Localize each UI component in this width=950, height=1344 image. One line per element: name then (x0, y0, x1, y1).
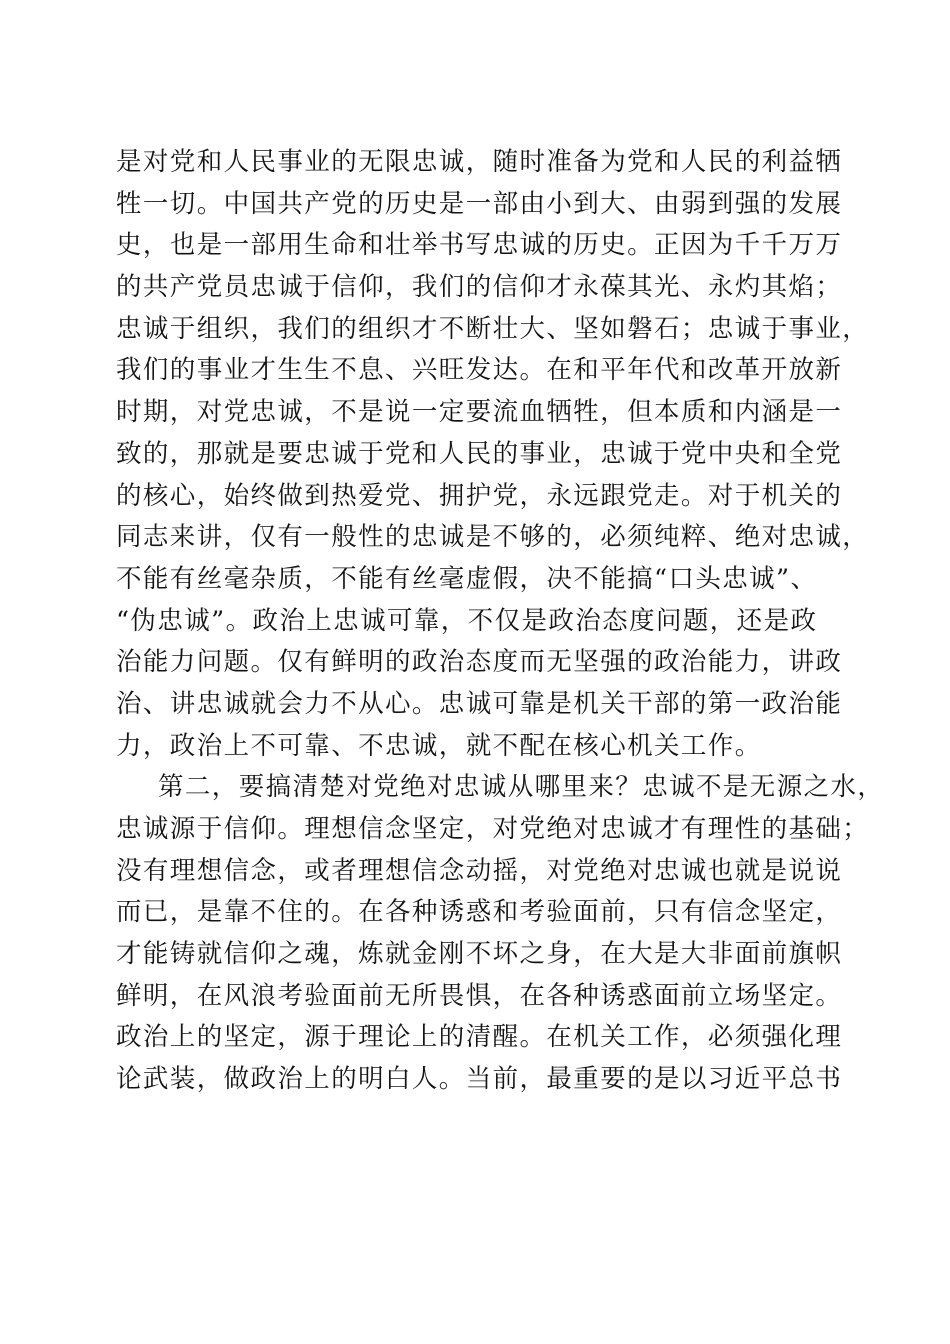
paragraph-line: 第二，要搞清楚对党绝对忠诚从哪里来？忠诚不是无源之水， (158, 772, 885, 803)
paragraph-line: 致的，那就是要忠诚于党和人民的事业，忠诚于党中央和全党 (116, 438, 843, 469)
paragraph-line: 同志来讲，仅有一般性的忠诚是不够的，必须纯粹、绝对忠诚， (116, 522, 870, 553)
paragraph-2 (116, 767, 885, 1101)
paragraph-line: 才能铸就信仰之魂，炼就金刚不坏之身，在大是大非面前旗帜 (116, 939, 843, 970)
paragraph-line: 治、讲忠诚就会力不从心。忠诚可靠是机关干部的第一政治能 (116, 688, 843, 719)
paragraph-line: 我们的事业才生生不息、兴旺发达。在和平年代和改革开放新 (116, 355, 843, 386)
paragraph-line: 政治上的坚定，源于理论上的清醒。在机关工作，必须强化理 (116, 1022, 843, 1053)
paragraph-line: 忠诚源于信仰。理想信念坚定，对党绝对忠诚才有理性的基础； (116, 814, 870, 844)
paragraph-line: 鲜明，在风浪考验面前无所畏惧，在各种诱惑面前立场坚定。 (116, 980, 843, 1011)
paragraph-1 (116, 142, 870, 767)
paragraph-line: 的核心，始终做到热爱党、拥护党，永远跟党走。对于机关的 (116, 480, 843, 511)
document-body (116, 142, 885, 1101)
paragraph-line: 忠诚于组织，我们的组织才不断壮大、坚如磐石；忠诚于事业， (116, 313, 870, 344)
paragraph-line: “伪忠诚”。政治上忠诚可靠，不仅是政治态度问题，还是政 (116, 605, 818, 636)
paragraph-line: 牲一切。中国共产党的历史是一部由小到大、由弱到强的发展 (116, 188, 843, 219)
paragraph-line: 论武装，做政治上的明白人。当前，最重要的是以习近平总书 (116, 1064, 843, 1095)
paragraph-line: 没有理想信念，或者理想信念动摇，对党绝对忠诚也就是说说 (116, 855, 843, 886)
paragraph-line: 力，政治上不可靠、不忠诚，就不配在核心机关工作。 (116, 730, 762, 761)
paragraph-line: 治能力问题。仅有鲜明的政治态度而无坚强的政治能力，讲政 (116, 647, 843, 678)
paragraph-line: 的共产党员忠诚于信仰，我们的信仰才永葆其光、永灼其焰； (116, 272, 843, 303)
paragraph-line: 时期，对党忠诚，不是说一定要流血牺牲，但本质和内涵是一 (116, 397, 843, 428)
paragraph-line: 而已，是靠不住的。在各种诱惑和考验面前，只有信念坚定， (116, 897, 843, 928)
paragraph-line: 史，也是一部用生命和壮举书写忠诚的历史。正因为千千万万 (116, 230, 843, 261)
paragraph-line: 是对党和人民事业的无限忠诚，随时准备为党和人民的利益牺 (116, 147, 843, 177)
paragraph-line: 不能有丝毫杂质，不能有丝毫虚假，决不能搞“口头忠诚”、 (116, 563, 818, 594)
